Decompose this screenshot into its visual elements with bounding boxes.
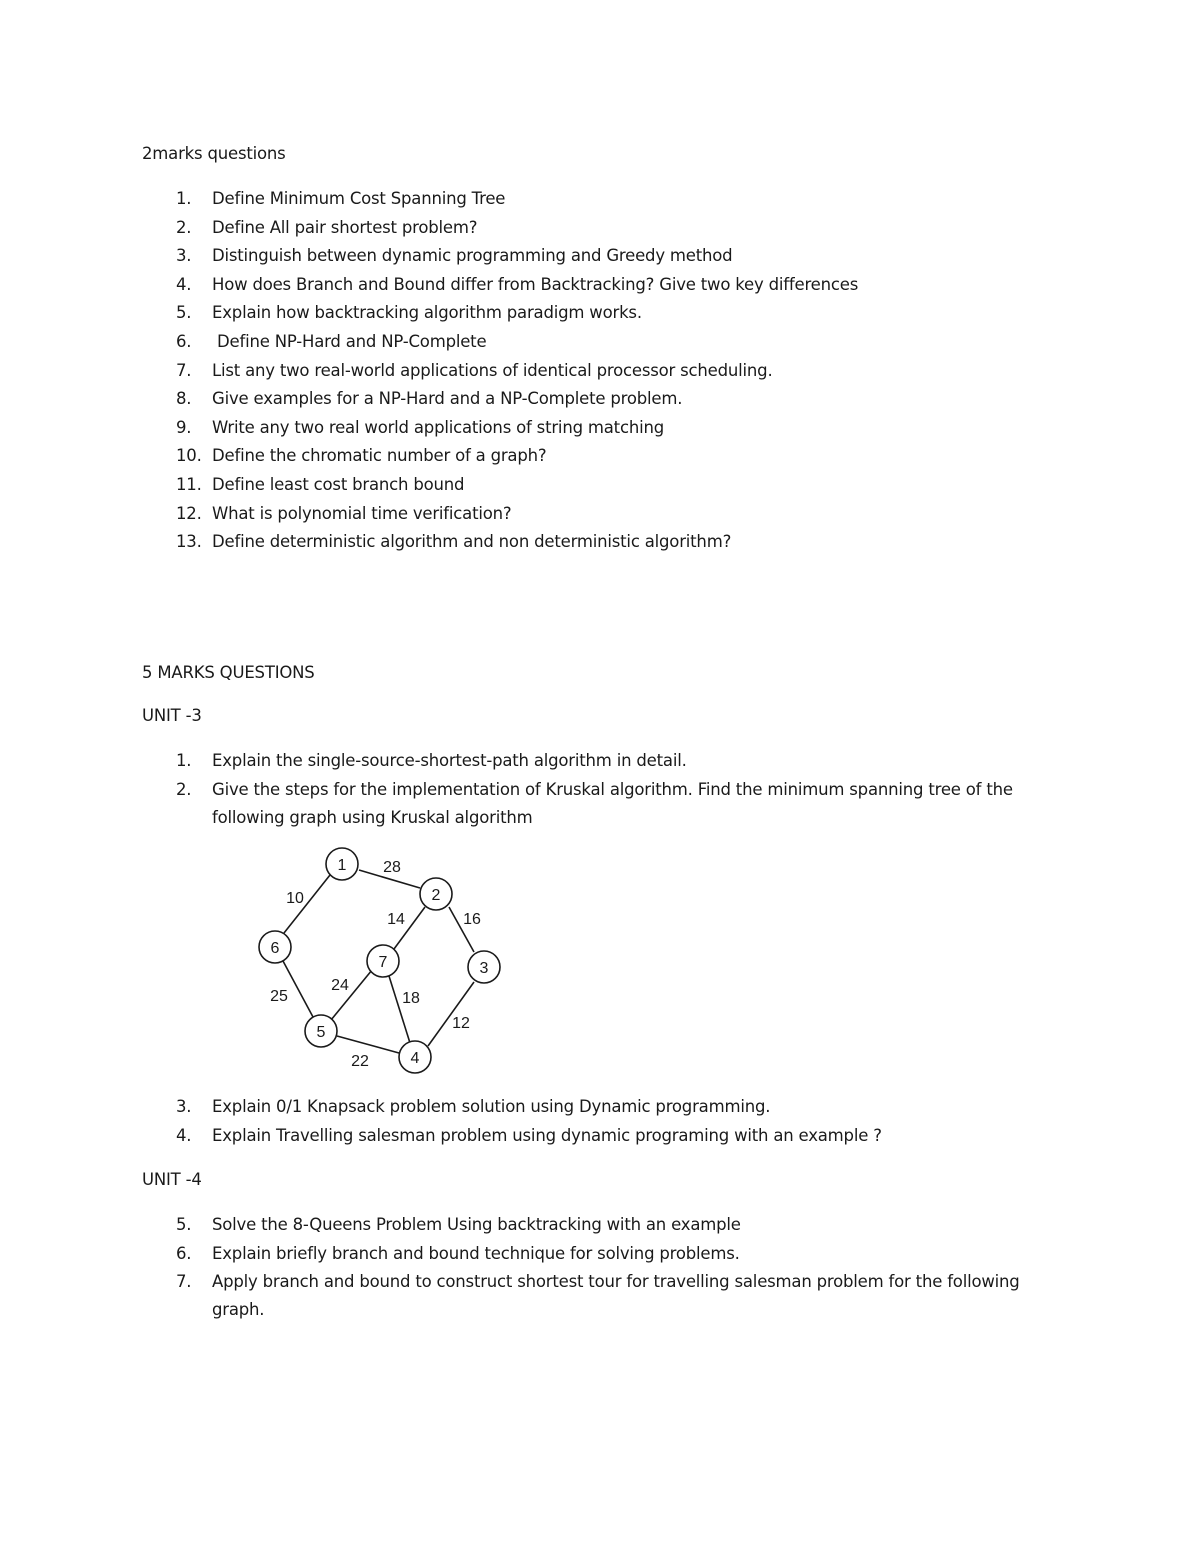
graph-edge-weight: 12 [452,1015,470,1032]
graph-node-label: 5 [316,1024,326,1041]
graph-edge-weight: 10 [286,890,304,907]
unit-3-question-list-b [0,1093,1200,1150]
question-item [0,385,1200,414]
question-number: 6. [176,331,192,351]
question-number: 9. [176,417,192,437]
question-number: 11. [176,474,202,494]
question-item [0,328,1200,357]
question-item [0,1093,1200,1122]
question-item [0,747,1200,776]
question-number: 4. [176,1125,192,1145]
graph-node-label: 6 [270,940,280,957]
question-text: How does Branch and Bound differ from Backtracking? Give two key differences [212,274,859,294]
question-item [0,1122,1200,1151]
question-text: What is polynomial time verification? [212,503,512,523]
question-number: 1. [176,751,192,770]
question-number: 7. [176,360,192,380]
graph-edge-weight: 28 [383,859,401,876]
question-item [0,1211,1200,1240]
question-item [0,271,1200,300]
question-item [0,414,1200,443]
question-item [0,357,1200,386]
graph-node-label: 3 [479,960,489,977]
question-text: Explain how backtracking algorithm paradigm works. [212,303,642,323]
graph-node-label: 4 [410,1050,420,1067]
question-text: Define least cost branch bound [212,474,465,494]
question-number: 7. [176,1272,192,1292]
question-text: Give the steps for the implementation of Kruskal algorithm. Find the minimum spanning tree of the following graph using Kruskal algorithm [212,779,1013,827]
graph-edge-weight: 24 [331,977,349,994]
question-number: 5. [176,1215,192,1234]
question-number: 4. [176,274,192,294]
question-text: Define deterministic algorithm and non deterministic algorithm? [212,532,732,552]
five-marks-heading: 5 MARKS QUESTIONS [142,663,315,682]
graph-edge-weight: 22 [351,1053,369,1070]
question-text: Explain 0/1 Knapsack problem solution using Dynamic programming. [212,1097,771,1116]
question-text: Explain briefly branch and bound technique for solving problems. [212,1243,740,1263]
question-item [0,528,1200,557]
question-item [0,214,1200,243]
question-text: Define NP-Hard and NP-Complete [217,331,487,351]
question-number: 3. [176,246,192,266]
question-item [0,1268,1200,1324]
question-item [0,442,1200,471]
question-item [0,242,1200,271]
question-number: 12. [176,503,202,523]
kruskal-graph-figure [250,840,520,1080]
question-number: 5. [176,303,192,323]
question-item [0,299,1200,328]
question-item [0,185,1200,214]
two-marks-question-list [0,185,1200,557]
question-number: 2. [176,779,192,799]
graph-edge-weight: 25 [270,988,288,1005]
unit-4-heading: UNIT -4 [142,1170,202,1189]
question-item [0,776,1200,832]
question-number: 10. [176,446,202,466]
graph-node-label: 7 [378,954,388,971]
question-text: Define All pair shortest problem? [212,217,478,237]
question-text: Explain the single-source-shortest-path algorithm in detail. [212,751,687,770]
unit-3-heading: UNIT -3 [142,706,202,725]
graph-node-label: 2 [431,887,441,904]
unit-4-question-list [0,1211,1200,1324]
question-text: Write any two real world applications of string matching [212,417,664,437]
question-text: Distinguish between dynamic programming and Greedy method [212,246,733,266]
graph-node-label: 1 [337,857,347,874]
graph-edge [428,982,474,1046]
graph-edge-weight: 14 [387,911,405,928]
question-text: Solve the 8-Queens Problem Using backtracking with an example [212,1215,741,1234]
question-text: Define the chromatic number of a graph? [212,446,547,466]
question-number: 2. [176,217,192,237]
unit-3-question-list-a [0,747,1200,832]
question-number: 13. [176,532,202,552]
question-item [0,471,1200,500]
question-text: Give examples for a NP-Hard and a NP-Complete problem. [212,389,683,409]
question-item [0,500,1200,529]
graph-edge [389,976,410,1043]
two-marks-heading: 2marks questions [142,144,286,163]
question-number: 6. [176,1243,192,1263]
question-text: List any two real-world applications of identical processor scheduling. [212,360,773,380]
question-number: 8. [176,389,192,409]
question-text: Explain Travelling salesman problem using dynamic programing with an example ? [212,1125,882,1145]
graph-edge-weight: 16 [463,911,481,928]
question-text: Define Minimum Cost Spanning Tree [212,189,506,208]
question-number: 3. [176,1097,192,1116]
question-item [0,1240,1200,1269]
graph-edge [337,1036,399,1053]
question-text: Apply branch and bound to construct shortest tour for travelling salesman problem for the following graph. [212,1272,1020,1320]
question-number: 1. [176,189,192,208]
graph-edge-weight: 18 [402,990,420,1007]
